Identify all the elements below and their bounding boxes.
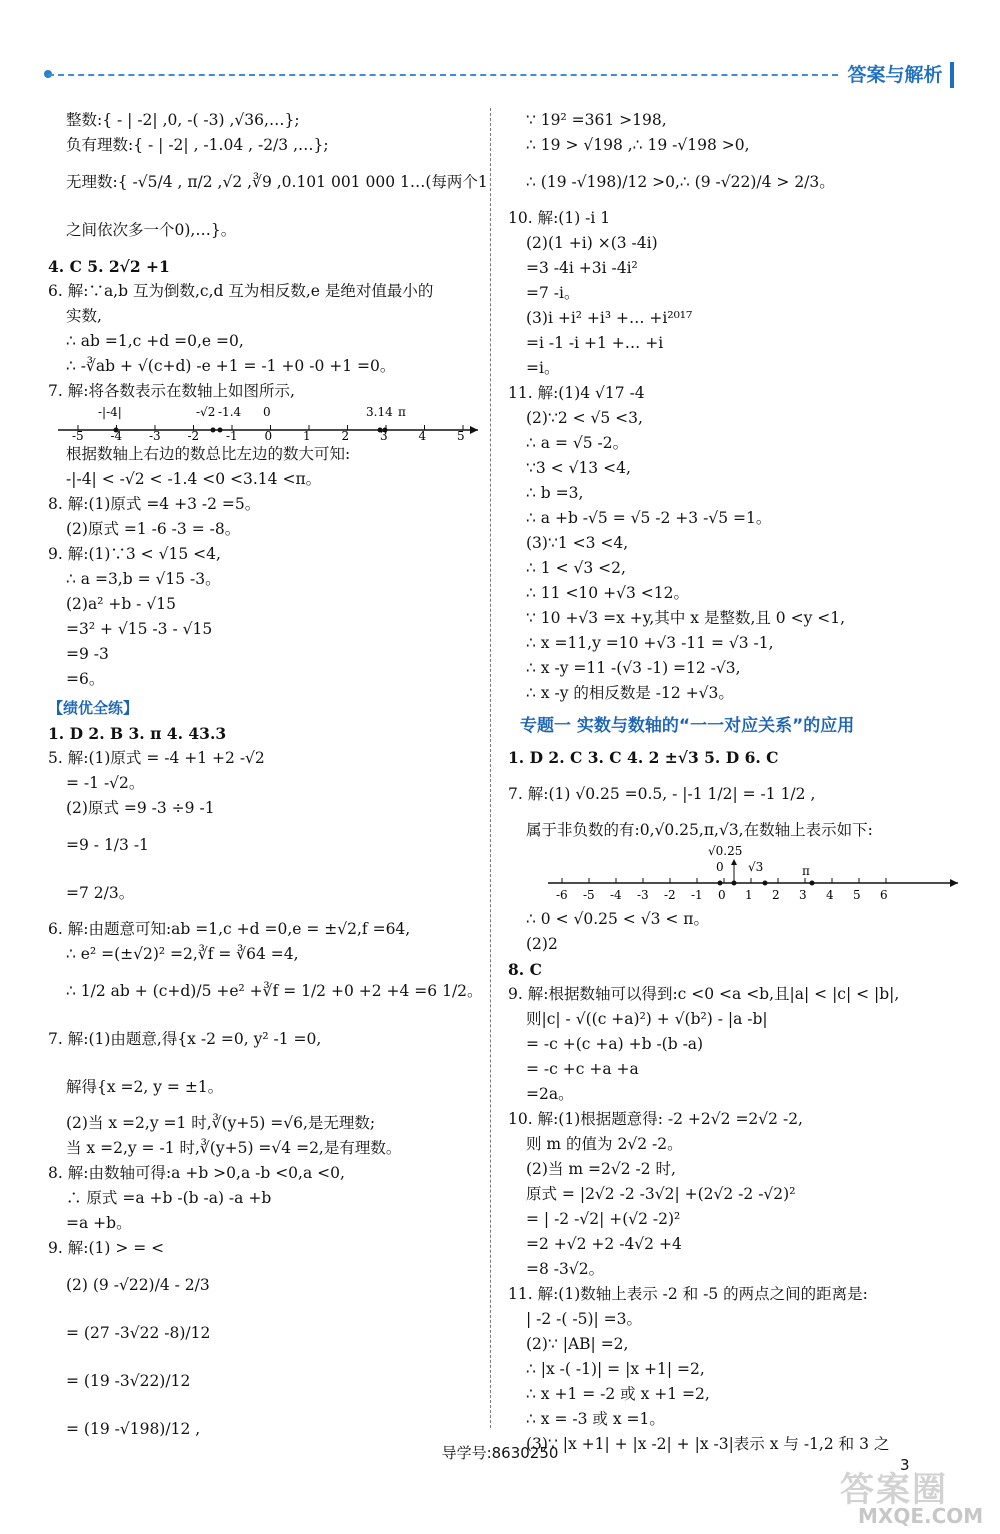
text-line: (2)2 [526,935,558,953]
nl-top-label: √3 [748,860,764,874]
text-line: 10. 解:(1)根据题意得: -2 +2√2 =2√2 -2, [508,1110,803,1128]
text-line: =8 -3√2。 [526,1260,605,1278]
nl-top-label: π [802,864,810,878]
nl-top-label: 0 [263,405,271,419]
text-line: =2 +√2 +2 -4√2 +4 [526,1235,682,1253]
text-line: 当 x =2,y = -1 时,∛(y+5) =√4 =2,是有理数。 [66,1139,402,1157]
text-line: (2)原式 =9 -3 ÷9 -1 [66,799,215,817]
text-line: ∴ x =11,y =10 +√3 -11 = √3 -1, [526,634,774,652]
nl-point [718,881,723,886]
text-line: = -1 -√2。 [66,774,145,792]
text-line: (2)当 m =2√2 -2 时, [526,1160,676,1178]
nl-top-label: -1.4 [218,405,242,419]
page-number: 3 [900,1456,910,1474]
nl-top-label: 3.14 [366,405,393,419]
column-divider [490,108,491,1428]
text-line: 5. 解:(1)原式 = -4 +1 +2 -√2 [48,749,265,767]
text-line: ∴ 0 < √0.25 < √3 < π。 [526,910,709,928]
text-line: | -2 -( -5)| =3。 [526,1310,643,1328]
text-line: =3 -4i +3i -4i² [526,259,638,277]
nl-tick-label: -3 [637,888,649,902]
text-line: 7. 解:将各数表示在数轴上如图所示, [48,382,295,400]
nl-tick-label: 3 [380,429,388,443]
text-line: 负有理数:{ - | -2| , -1.04̇ , -2/3 ,…}; [66,136,329,154]
text-line: (2)∵2 < √5 <3, [526,409,643,427]
text-line: ∴ |x -( -1)| = |x +1| =2, [526,1360,705,1378]
text-line: ∴ 1 < √3 <2, [526,559,626,577]
text-line: 9. 解:(1)∵3 < √15 <4, [48,545,221,563]
text-line: 9. 解:(1) > = < [48,1239,165,1257]
nl-top-label: π [398,405,406,419]
text-line: ∴ 1/2 ab + (c+d)/5 +e² +∛f = 1/2 +0 +2 +4 =6 1/2。 [66,982,483,1000]
text-line: (3)∵1 <3 <4, [526,534,629,552]
text-line: 10. 解:(1) -i 1 [508,209,611,227]
nl-tick-label: 2 [341,429,350,443]
text-line: ∴ a +b -√5 = √5 -2 +3 -√5 =1。 [526,509,772,527]
nl-point [763,881,768,886]
right-column [508,108,948,1457]
text-line: =7 2/3。 [66,884,135,902]
section-heading: 【绩优全练】 [48,699,139,717]
text-line: ∴ a =3,b = √15 -3。 [66,570,221,588]
text-line: =2a。 [526,1085,574,1103]
text-line: = -c +c +a +a [526,1060,639,1078]
text-line: ∴ ab =1,c +d =0,e =0, [66,332,244,350]
text-line: =a +b。 [66,1214,132,1232]
nl-top-label: 0 [716,860,724,874]
text-line: = (27 -3√22 -8)/12 [66,1324,211,1342]
text-line: 属于非负数的有:0,√0.25,π,√3,在数轴上表示如下: [526,821,873,839]
left-column [48,108,488,1453]
text-line: 8. 解:由数轴可得:a +b >0,a -b <0,a <0, [48,1164,345,1182]
number-line-right [548,843,968,907]
text-line: =i -1 -i +1 +… +i [526,334,664,352]
nl-tick-label: -6 [556,888,568,902]
text-line: ∴ a = √5 -2。 [526,434,629,452]
text-line: (3)i +i² +i³ +… +i²⁰¹⁷ [526,309,693,327]
text-line: ∵ 19² =361 >198, [526,111,667,129]
nl-point [732,881,737,886]
answer-line: 1. D 2. B 3. π 4. 43.3 [48,724,227,743]
nl-tick-label: 0 [264,429,273,443]
text-line: = -c +(c +a) +b -(b -a) [526,1035,704,1053]
nl-tick-label: 1 [303,429,311,443]
answer-line: 4. C 5. 2√2 +1 [48,257,170,276]
text-line: (2)当 x =2,y =1 时,∛(y+5) =√6,是无理数; [66,1114,376,1132]
text-line: (2)(1 +i) ×(3 -4i) [526,234,658,252]
nl-tick-label: -5 [583,888,595,902]
text-line: ∴ e² =(±√2)² =2,∛f = ∛64 =4, [66,945,299,963]
header-rule [48,74,838,76]
text-line: ∴ x +1 = -2 或 x +1 =2, [526,1385,710,1403]
nl-tick-label: -3 [149,429,161,443]
text-line: 11. 解:(1)数轴上表示 -2 和 -5 的两点之间的距离是: [508,1285,868,1303]
text-line: ∴ 19 > √198 ,∴ 19 -√198 >0, [526,136,750,154]
text-line: =9 -3 [66,645,109,663]
text-line: ∴ x -y 的相反数是 -12 +√3。 [526,684,734,702]
text-line: 整数:{ - | -2| ,0, -( -3) ,√36,…}; [66,111,300,129]
nl-tick-label: 4 [418,429,427,443]
text-line: ∴ -∛ab + √(c+d) -e +1 = -1 +0 -0 +1 =0。 [66,357,396,375]
text-line: = (19 -3√22)/12 [66,1372,191,1390]
text-line: 原式 = |2√2 -2 -3√2| +(2√2 -2 -√2)² [526,1185,796,1203]
watermark-logo [834,1470,984,1530]
nl-tick-label: 3 [799,888,807,902]
text-line: (2)∵ |AB| =2, [526,1335,629,1353]
text-line: =9 - 1/3 -1 [66,836,149,854]
nl-tick-label: 5 [457,429,465,443]
text-line: =7 -i。 [526,284,580,302]
text-line: 9. 解:根据数轴可以得到:c <0 <a <b,且|a| < |c| < |b|, [508,985,900,1003]
header-tag: 答案与解析 [840,62,954,88]
text-line: 6. 解:由题意可知:ab =1,c +d =0,e = ±√2,f =64, [48,920,411,938]
text-line: 7. 解:(1) √0.25 =0.5, - |-1 1/2| = -1 1/2 , [508,785,816,803]
text-line: ∵ 10 +√3 =x +y,其中 x 是整数,且 0 <y <1, [526,609,846,627]
nl-tick-label: 6 [880,888,888,902]
text-line: ∴ (19 -√198)/12 >0,∴ (9 -√22)/4 > 2/3。 [526,173,835,191]
text-line: 6. 解:∵a,b 互为倒数,c,d 互为相反数,e 是绝对值最小的 [48,282,434,300]
nl-top-label: -|-4| [98,405,122,419]
nl-point [810,881,815,886]
text-line: 无理数:{ -√5/4 , π/2 ,√2 ,∛9 ,0.101 001 000 1…(每两个1 [66,173,488,191]
text-line: (2)原式 =1 -6 -3 = -8。 [66,520,241,538]
text-line: ∴ x = -3 或 x =1。 [526,1410,665,1428]
text-line: ∴ 11 <10 +√3 <12。 [526,584,689,602]
text-line: 则 m 的值为 2√2 -2。 [526,1135,683,1153]
nl-top-label: -√2 [196,405,216,419]
text-line: 根据数轴上右边的数总比左边的数大可知: [66,445,351,463]
footer-guide-number: 导学号:8630250 [441,1444,559,1462]
nl-top-label: √0.25 [708,844,743,858]
text-line: 之间依次多一个0),…}。 [66,221,237,239]
text-line: = | -2 -√2| +(√2 -2)² [526,1210,681,1228]
watermark-url: MXQE.COM [858,1504,984,1528]
answer-line: 1. D 2. C 3. C 4. 2 ±√3 5. D 6. C [508,748,779,767]
text-line: 则|c| - √((c +a)²) + √(b²) - |a -b| [526,1010,768,1028]
text-line: = (19 -√198)/12 , [66,1420,201,1438]
text-line: 解得{x =2, y = ±1。 [66,1078,224,1096]
nl-tick-label: -4 [610,888,622,902]
nl-tick-label: 1 [745,888,753,902]
text-line: ∵3 < √13 <4, [526,459,631,477]
nl-tick-label: -1 [226,429,238,443]
number-line-left-ticks [48,428,468,442]
text-line: 11. 解:(1)4 √17 -4 [508,384,645,402]
text-line: ∴ b =3, [526,484,584,502]
answer-line: 8. C [508,960,542,979]
text-line: ∴ x -y =11 -(√3 -1) =12 -√3, [526,659,741,677]
nl-tick-label: 5 [853,888,861,902]
text-line: 实数, [66,307,102,325]
text-line: (3)∵ |x +1| + |x -2| + |x -3|表示 x 与 -1,2 和 3 之 [526,1435,890,1453]
watermark-title: 答案圈 [840,1470,948,1510]
text-line: =3² + √15 -3 - √15 [66,620,213,638]
nl-tick-label: -2 [664,888,676,902]
text-line: =i。 [526,359,560,377]
text-line: (2)a² +b - √15 [66,595,176,613]
text-line: 8. 解:(1)原式 =4 +3 -2 =5。 [48,495,261,513]
nl-tick-label: 2 [772,888,780,902]
text-line: =6。 [66,670,105,688]
nl-tick-label: 4 [826,888,834,902]
nl-tick-label: -5 [72,429,84,443]
text-line: -|-4| < -√2 < -1.4 <0 <3.14 <π。 [66,470,322,488]
topic-heading: 专题一 实数与数轴的“一一对应关系”的应用 [520,716,855,736]
nl-tick-label: -1 [691,888,703,902]
nl-tick-label: 0 [718,888,726,902]
nl-tick-label: -2 [187,429,200,443]
nl-tick-label: -4 [110,429,123,443]
text-line: ∴ 原式 =a +b -(b -a) -a +b [66,1189,272,1207]
text-line: (2) (9 -√22)/4 - 2/3 [66,1276,210,1294]
text-line: 7. 解:(1)由题意,得{x -2 =0, y² -1 =0, [48,1030,322,1048]
